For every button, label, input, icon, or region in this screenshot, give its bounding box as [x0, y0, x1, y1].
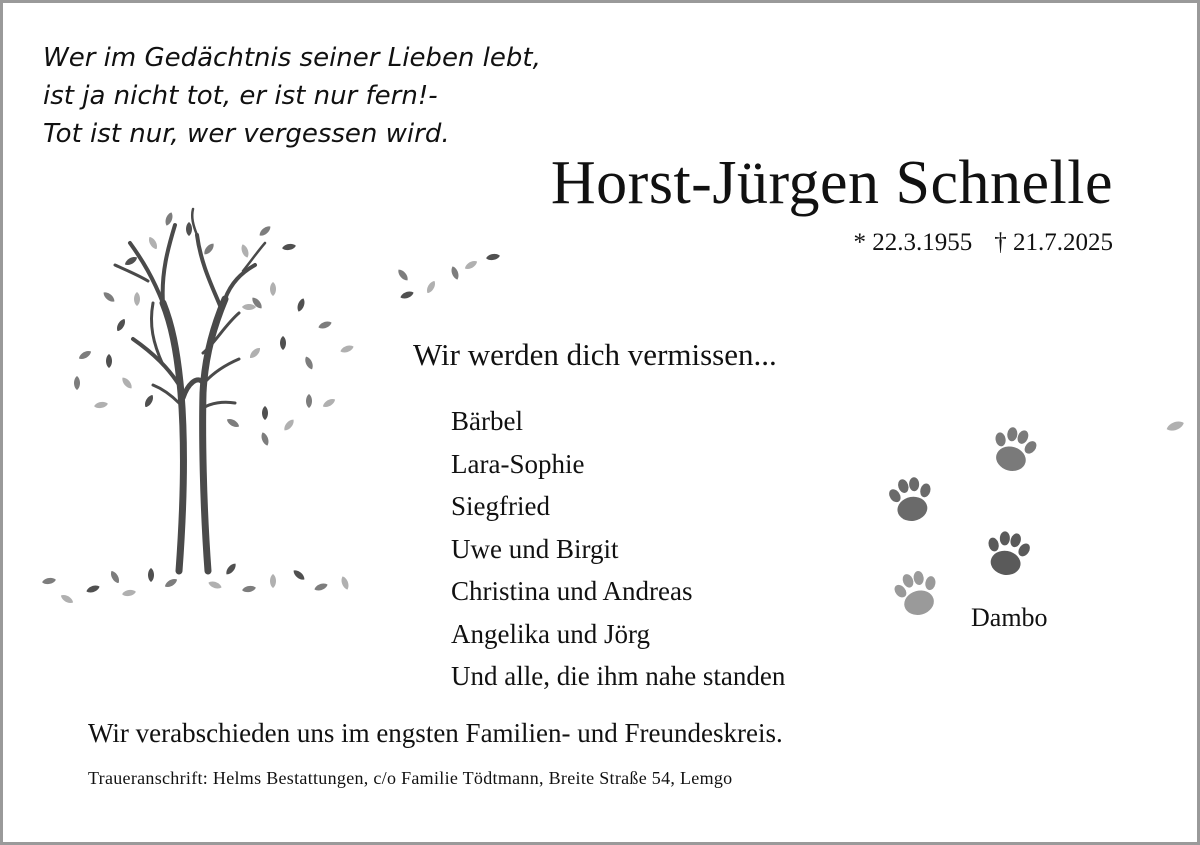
poem-line: Wer im Gedächtnis seiner Lieben lebt, [43, 43, 541, 73]
death-date: † 21.7.2025 [994, 229, 1113, 256]
life-dates [854, 229, 1114, 257]
condolence-message: Wir werden dich vermissen... [413, 337, 777, 372]
pet-name: Dambo [971, 603, 1048, 632]
mourners-list [451, 400, 785, 698]
mourner-name: Lara-Sophie [451, 448, 585, 479]
mourner-name: Bärbel [451, 406, 523, 436]
farewell-note: Wir verabschieden uns im engsten Familien- und Freundeskreis. [88, 718, 783, 748]
poem-line: ist ja nicht tot, er ist nur fern!- [43, 81, 438, 111]
poem-line: Tot ist nur, wer vergessen wird. [43, 119, 450, 149]
memorial-poem [43, 39, 541, 153]
birth-date: * 22.3.1955 [853, 229, 973, 256]
mourner-name: Uwe und Birgit [451, 533, 619, 564]
paw-print-icon [885, 422, 1042, 620]
mourner-name: Und alle, die ihm nahe standen [451, 661, 786, 691]
mourner-name: Siegfried [451, 491, 550, 521]
tree-illustration [115, 209, 265, 571]
deceased-name: Horst-Jürgen Schnelle [550, 149, 1113, 217]
funeral-address: Traueranschrift: Helms Bestattungen, c/o Familie Tödtmann, Breite Straße 54, Lemgo [88, 768, 733, 788]
mourner-name: Angelika und Jörg [451, 618, 650, 649]
mourner-name: Christina und Andreas [451, 576, 693, 606]
